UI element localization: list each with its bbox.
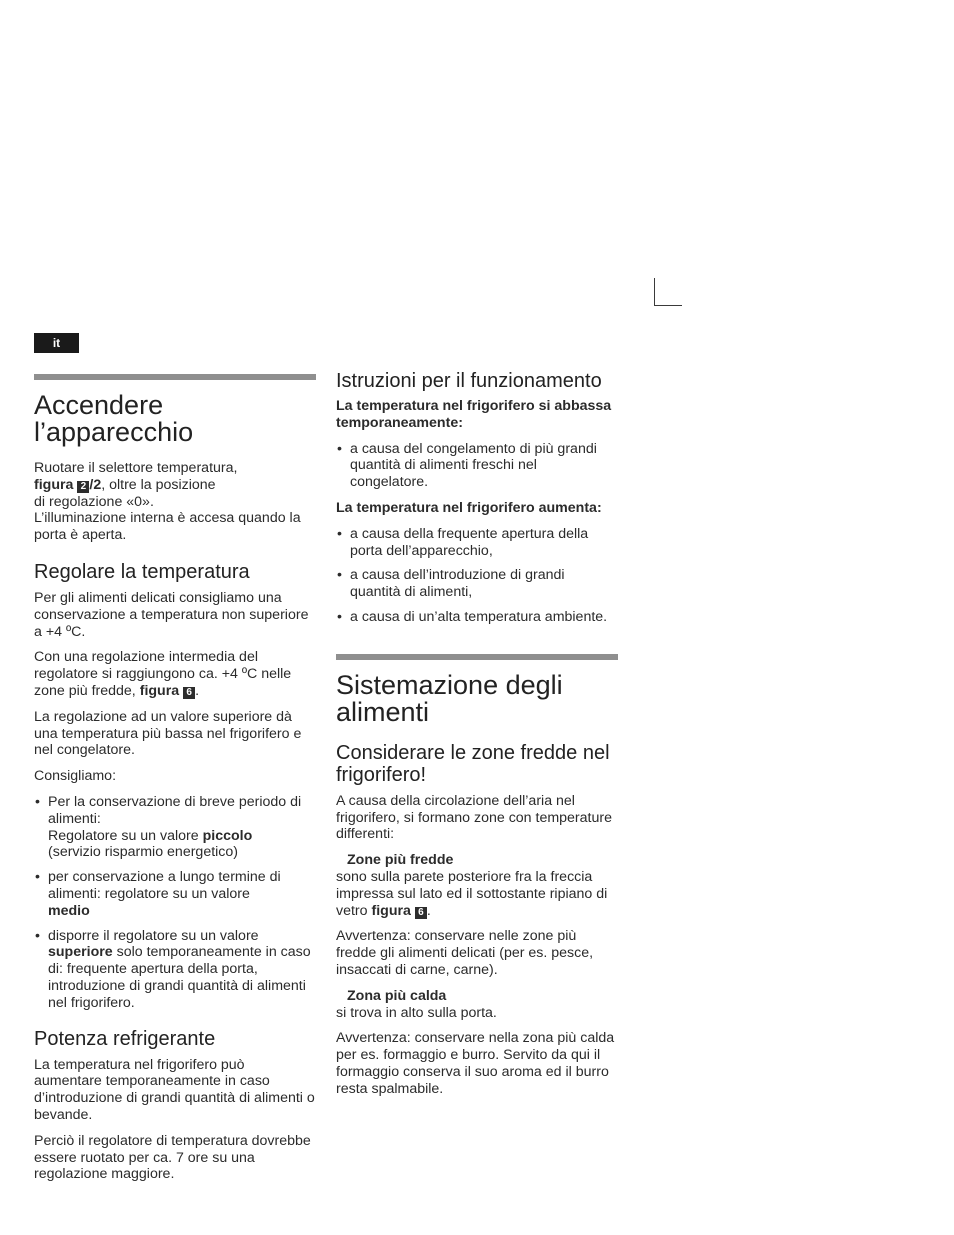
list-item [34,869,316,919]
bold-term: medio [48,902,90,919]
text-fragment: disporre il regolatore su un valore [48,927,259,944]
text-fragment: si trova in alto sulla porta. [336,1004,497,1021]
left-column [34,374,316,1192]
decrease-causes-list [336,441,618,491]
text-fragment: . [195,682,200,699]
figure-ref: figura [371,902,411,919]
section-title-cooling-power: Potenza refrigerante [34,1027,216,1050]
paragraph [34,649,316,699]
paragraph: Per gli alimenti delicati consigliamo una conservazione a temperatura non superiore a +4 ºC. [34,589,309,640]
text-fragment: , oltre la posizione [101,476,216,493]
figure-badge: 2 [77,481,89,493]
switch-on-paragraph [34,460,316,544]
recommendation-list [34,794,316,1012]
text-fragment: L’illuminazione interna è accesa quando la porta è aperta. [34,510,301,544]
crop-corner-mark [654,278,682,306]
paragraph: Avvertenza: conservare nella zona più calda per es. formaggio e burro. Servito da qui il formaggio conserva il suo aroma ed il burro resta spalmabile. [336,1030,615,1097]
list-item [34,928,316,1012]
text-fragment: Ruotare il selettore temperatura, [34,460,238,476]
section-rule [34,374,316,380]
text-fragment: (servizio risparmio energetico) [48,844,239,861]
text-fragment: per conservazione a lungo termine di alimenti: regolatore su un valore [48,869,281,902]
text-fragment: Regolatore su un valore [48,827,199,844]
text-fragment: sono sulla parete posteriore fra la freccia impressa sul lato ed il sottostante ripiano di vetro [336,868,608,919]
figure-ref-suffix: /2 [89,476,102,493]
list-item: • a causa del congelamento di più grandi quantità di alimenti freschi nel congelatore. [336,441,618,491]
paragraph: A causa della circolazione dell’aria nel frigorifero, si formano zone con temperature differenti: [336,792,612,843]
zone-label: Zona più calda [347,987,447,1004]
increase-causes-list [336,526,618,626]
text-fragment: solo temporaneamente in caso di: frequente apertura della porta, introduzione di grandi quantità di alimenti nel frigorifero. [48,944,311,1011]
section-title-switch-on: Accendere l’apparecchio [34,390,194,447]
list-item: • a causa della frequente apertura della porta dell’apparecchio, [336,526,618,560]
figure-ref: figura [139,682,180,699]
text-fragment: . [426,902,431,919]
subheading: La temperatura nel frigorifero aumenta: [336,499,602,516]
figure-badge: 6 [415,907,427,919]
list-item: • a causa di un’alta temperatura ambiente. [336,609,618,626]
paragraph: Perciò il regolatore di temperatura dovrebbe essere ruotato per ca. 7 ore su una regolazione maggiore. [34,1132,311,1183]
list-item: • a causa dell’introduzione di grandi quantità di alimenti, [336,567,618,601]
section-subtitle-cold-zones: Considerare le zone fredde nel frigorifero! [336,741,610,786]
paragraph: La regolazione ad un valore superiore dà una temperatura più bassa nel frigorifero e nel congelatore. [34,708,302,759]
right-column [336,370,618,1107]
section-title-temperature: Regolare la temperatura [34,560,250,583]
bold-term: piccolo [202,827,253,844]
bold-term: superiore [48,944,113,961]
section-title-instructions: Istruzioni per il funzionamento [336,370,602,392]
subheading: La temperatura nel frigorifero si abbassa temporaneamente: [336,398,612,431]
section-rule [336,654,618,660]
zone-paragraph [336,852,618,919]
zone-paragraph [336,988,618,1022]
figure-ref: figura [34,476,74,493]
language-tag: it [34,333,79,353]
text-fragment: Con una regolazione intermedia del regolatore si raggiungono ca. +4 ºC nelle zone più fredde, [34,649,292,699]
text-fragment: di regolazione «0». [34,493,154,510]
paragraph: Consigliamo: [34,768,117,785]
section-title-food-storage: Sistemazione degli alimenti [336,669,563,727]
paragraph: Avvertenza: conservare nelle zone più fredde gli alimenti delicati (per es. pesce, insaccati di carne, carne). [336,928,594,978]
list-item [34,794,316,861]
figure-badge: 6 [183,687,195,699]
text-fragment: Per la conservazione di breve periodo di alimenti: [48,793,302,827]
zone-label: Zone più fredde [347,852,454,869]
paragraph: La temperatura nel frigorifero può aumentare temporaneamente in caso d’introduzione di grandi quantità di alimenti o bevande. [34,1056,315,1123]
